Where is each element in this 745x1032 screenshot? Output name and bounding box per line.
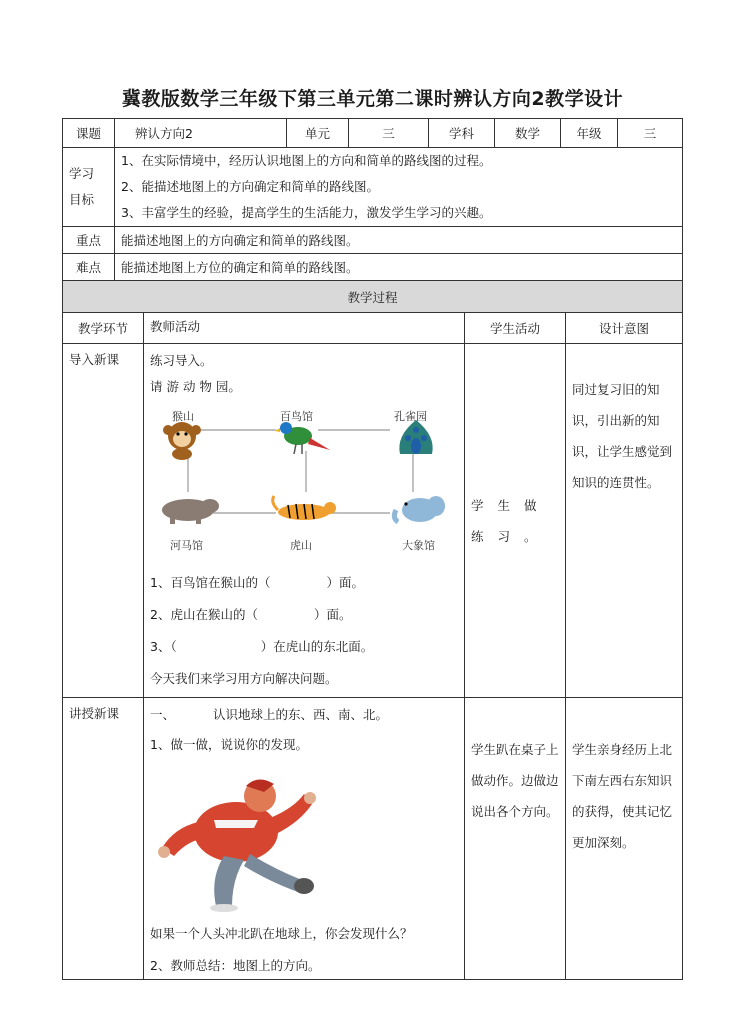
stage-intro: 导入新课 [63, 344, 144, 698]
tiger-icon [273, 496, 336, 520]
map-label-peacock-garden: 孔雀园 [394, 410, 427, 423]
col-stage-header: 教学环节 [63, 313, 144, 344]
goal-item-2: 2、能描述地图上的方向确定和简单的路线图。 [121, 179, 379, 194]
student-activity-intro: 学 生 做 练 习 。 [465, 344, 566, 698]
question-2: 2、虎山在猴山的（ ）面。 [150, 607, 352, 622]
goal-item-3: 3、丰富学生的经验，提高学生的生活能力，激发学生学习的兴趣。 [121, 205, 492, 220]
design-intent-new-lesson: 学生亲身经历上北下南左西右东知识的获得，使其记忆更加深刻。 [566, 698, 683, 980]
intro-text: 练习导入。 [150, 353, 213, 368]
teacher-activity-intro [144, 344, 465, 698]
design-intent-intro: 同过复习旧的知识，引出新的知识，让学生感觉到知识的连贯性。 [566, 344, 683, 698]
unit-value: 三 [349, 119, 429, 148]
process-header: 教学过程 [63, 281, 683, 313]
col-intent-header: 设计意图 [566, 313, 683, 344]
peacock-icon [399, 420, 432, 454]
map-label-bird-house: 百鸟馆 [280, 410, 313, 423]
visit-text: 请 游 动 物 园。 [150, 379, 241, 394]
teaching-process-table [62, 280, 683, 980]
closing-text: 今天我们来学习用方向解决问题。 [150, 671, 338, 686]
topic-value: 辨认方向2 [115, 119, 287, 148]
goal-item-1: 1、在实际情境中，经历认识地图上的方向和简单的路线图的过程。 [121, 153, 492, 168]
difficulty-label: 难点 [63, 254, 115, 281]
teacher-activity-new-lesson [144, 698, 465, 980]
question-1: 1、百鸟馆在猴山的（ ）面。 [150, 575, 364, 590]
subject-value: 数学 [495, 119, 561, 148]
goals-list [115, 148, 683, 227]
col-student-header: 学生活动 [465, 313, 566, 344]
step-2: 2、教师总结：地图上的方向。 [150, 958, 321, 973]
lesson-info-table [62, 118, 683, 281]
grade-label: 年级 [561, 119, 618, 148]
question-crawl: 如果一个人头冲北趴在地球上，你会发现什么？ [150, 926, 413, 941]
document-title: 冀教版数学三年级下第三单元第二课时辨认方向2教学设计 [121, 88, 624, 110]
section-heading-text: 认识地球上的东、西、南、北。 [212, 707, 388, 722]
key-point-label: 重点 [63, 227, 115, 254]
student-activity-new-lesson: 学生趴在桌子上做动作。边做边说出各个方向。 [465, 698, 566, 980]
step-1: 1、做一做，说说你的发现。 [150, 737, 308, 752]
map-label-monkey-hill: 猴山 [172, 410, 194, 423]
goals-label-line2: 目标 [69, 192, 95, 207]
crawling-person-figure [154, 768, 319, 913]
question-3: 3、（ ）在虎山的东北面。 [150, 639, 374, 654]
goals-label [63, 148, 115, 227]
difficulty-value: 能描述地图上方位的确定和简单的路线图。 [115, 254, 683, 281]
subject-label: 学科 [429, 119, 495, 148]
grade-value: 三 [618, 119, 683, 148]
stage-new-lesson: 讲授新课 [63, 698, 144, 980]
zoo-map [158, 406, 458, 564]
crawling-person-graphic [154, 768, 319, 913]
goals-label-line1: 学习 [69, 166, 95, 181]
col-teacher-header: 教师活动 [144, 313, 465, 344]
map-label-hippo-house: 河马馆 [170, 539, 203, 552]
section-heading-number: 一、 [150, 707, 176, 722]
bird-icon [275, 422, 330, 454]
map-label-tiger-hill: 虎山 [290, 539, 312, 552]
elephant-icon [394, 496, 445, 522]
section-heading [150, 702, 458, 728]
hippo-icon [162, 499, 219, 524]
key-point-value: 能描述地图上的方向确定和简单的路线图。 [115, 227, 683, 254]
map-label-elephant-house: 大象馆 [402, 539, 435, 552]
unit-label: 单元 [287, 119, 349, 148]
monkey-icon [163, 422, 201, 460]
topic-label: 课题 [63, 119, 115, 148]
